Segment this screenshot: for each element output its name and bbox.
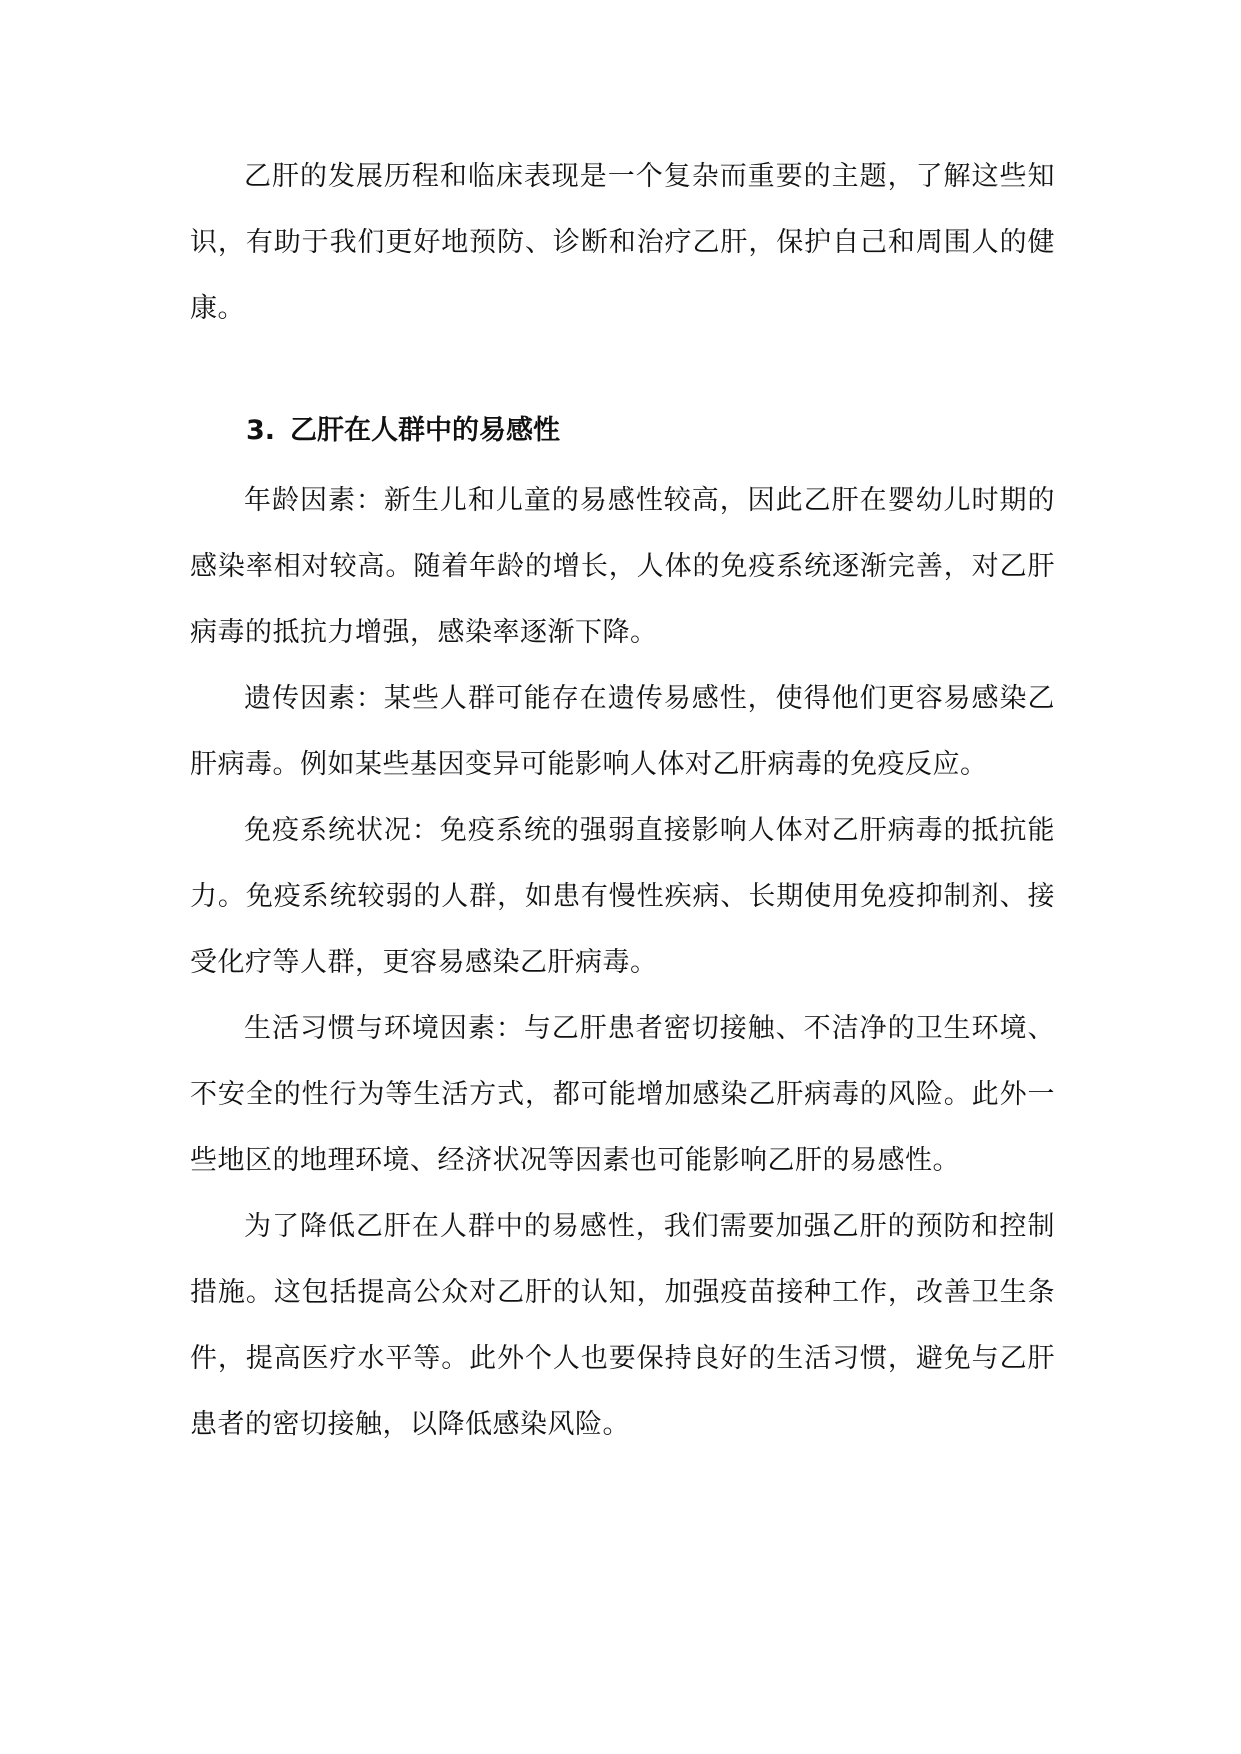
intro-paragraph: 乙肝的发展历程和临床表现是一个复杂而重要的主题，了解这些知识，有助于我们更好地预防、诊断和治疗乙肝，保护自己和周围人的健康。 bbox=[190, 161, 1055, 324]
paragraph-lifestyle-environment: 生活习惯与环境因素：与乙肝患者密切接触、不洁净的卫生环境、不安全的性行为等生活方式，都可能增加感染乙肝病毒的风险。此外一些地区的地理环境、经济状况等因素也可能影响乙肝的易感性。 bbox=[190, 1013, 1055, 1176]
paragraph-immune-status: 免疫系统状况：免疫系统的强弱直接影响人体对乙肝病毒的抵抗能力。免疫系统较弱的人群，如患有慢性疾病、长期使用免疫抑制剂、接受化疗等人群，更容易感染乙肝病毒。 bbox=[190, 815, 1055, 978]
section-heading bbox=[190, 398, 1055, 464]
section-number: 3. bbox=[246, 415, 276, 446]
document-body bbox=[190, 144, 1055, 1458]
section-title: 乙肝在人群中的易感性 bbox=[290, 415, 560, 446]
paragraph-age-factor: 年龄因素：新生儿和儿童的易感性较高，因此乙肝在婴幼儿时期的感染率相对较高。随着年龄的增长，人体的免疫系统逐渐完善，对乙肝病毒的抵抗力增强，感染率逐渐下降。 bbox=[190, 485, 1055, 648]
paragraph-genetic-factor: 遗传因素：某些人群可能存在遗传易感性，使得他们更容易感染乙肝病毒。例如某些基因变异可能影响人体对乙肝病毒的免疫反应。 bbox=[190, 683, 1055, 780]
paragraph-prevention-measures: 为了降低乙肝在人群中的易感性，我们需要加强乙肝的预防和控制措施。这包括提高公众对乙肝的认知，加强疫苗接种工作，改善卫生条件，提高医疗水平等。此外个人也要保持良好的生活习惯，避免与乙肝患者的密切接触，以降低感染风险。 bbox=[190, 1211, 1055, 1440]
